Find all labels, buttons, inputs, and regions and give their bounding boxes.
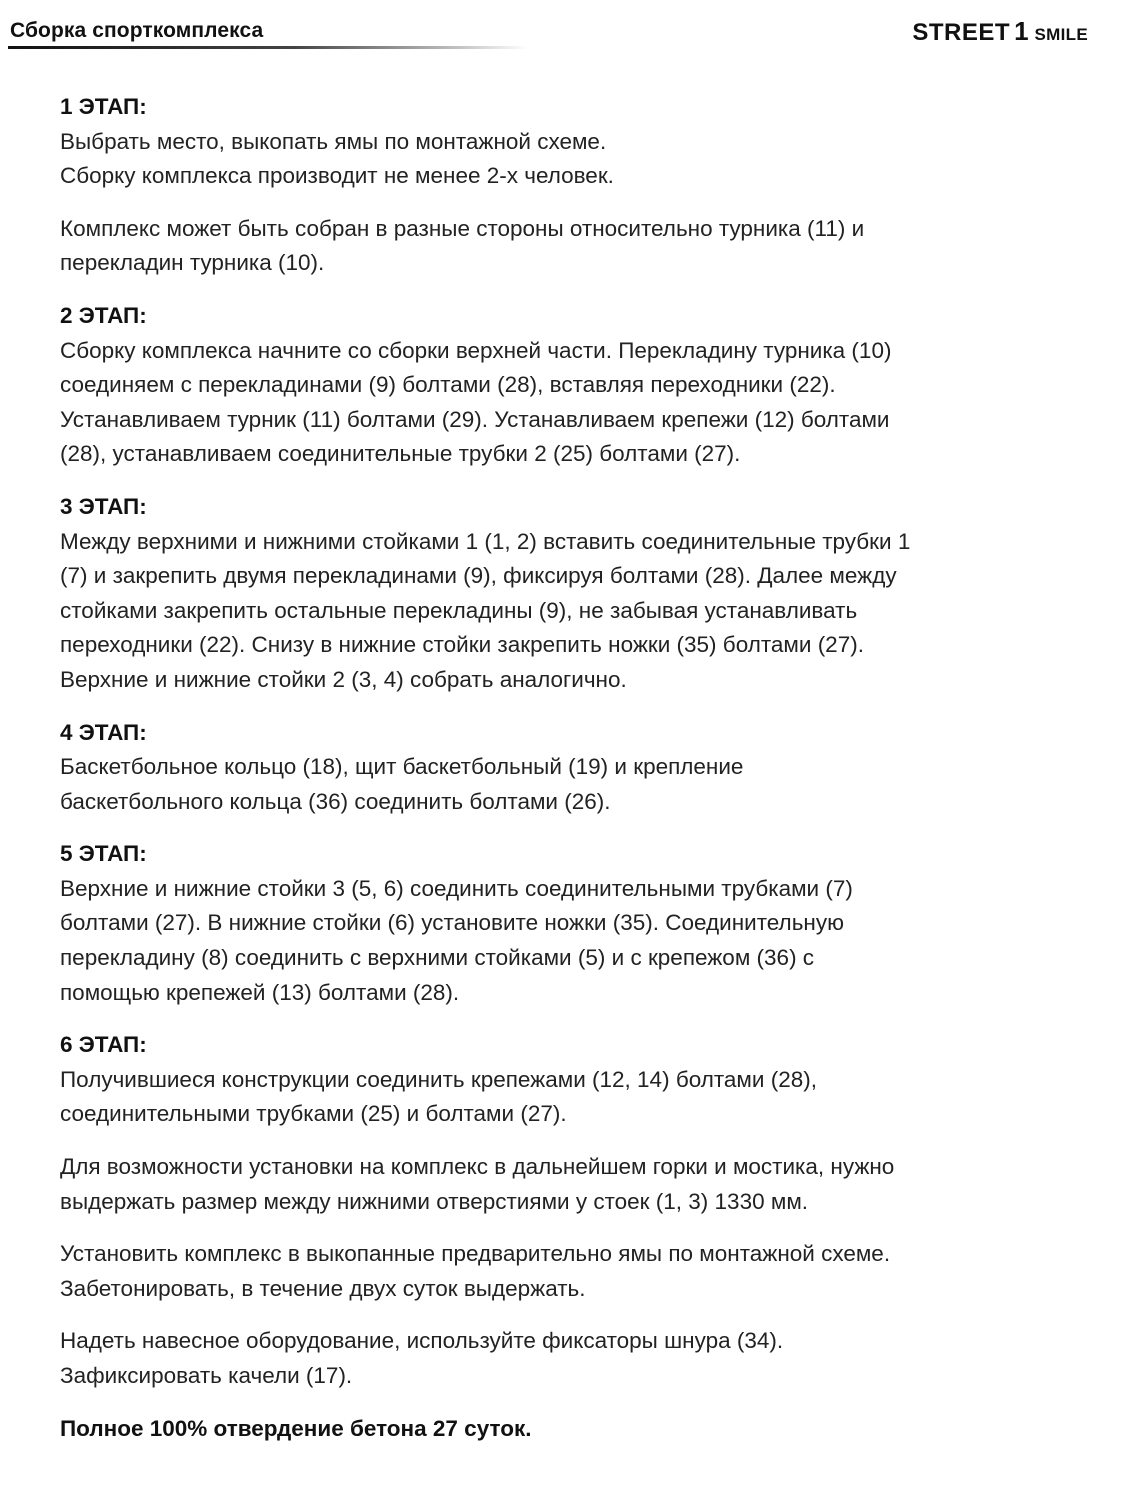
stage-block (60, 299, 1110, 472)
text-line: Для возможности установки на комплекс в дальнейшем горки и мостика, нужно (60, 1154, 895, 1180)
text-line: Верхние и нижние стойки 2 (3, 4) собрать аналогично. (60, 666, 627, 692)
stage-block (60, 837, 1110, 1010)
title-underline (8, 46, 528, 49)
stage-block (60, 90, 1110, 194)
text-line: стойками закрепить остальные перекладины (9), не забывая устанавливать (60, 597, 858, 623)
text-line: Верхние и нижние стойки 3 (5, 6) соединить соединительными трубками (7) (60, 875, 853, 901)
stage-block (60, 1028, 1110, 1132)
text-line: (7) и закрепить двумя перекладинами (9), фиксируя болтами (28). Далее между (60, 563, 897, 589)
note-block (60, 1324, 1110, 1393)
text-line: болтами (27). В нижние стойки (6) установите ножки (35). Соединительную (60, 910, 844, 936)
stage-block (60, 490, 1110, 698)
text-line: (28), устанавливаем соединительные трубки 2 (25) болтами (27). (60, 441, 741, 467)
text-line: Надеть навесное оборудование, используйте фиксаторы шнура (34). (60, 1328, 784, 1354)
stage-heading: 4 ЭТАП: (60, 719, 147, 745)
text-line: перекладин турника (10). (60, 250, 325, 276)
brand-logo (912, 16, 1088, 47)
stage-heading: 6 ЭТАП: (60, 1032, 147, 1058)
stages-list (60, 90, 1110, 1394)
note-block (60, 1150, 1110, 1219)
text-line: Зафиксировать качели (17). (60, 1363, 353, 1388)
text-line: Сборку комплекса производит не менее 2-х человек. (60, 163, 614, 189)
text-line: Между верхними и нижними стойками 1 (1, 2) вставить соединительные трубки 1 (60, 528, 911, 554)
text-line: соединительными трубками (25) и болтами (27). (60, 1101, 567, 1127)
text-line: переходники (22). Снизу в нижние стойки закрепить ножки (35) болтами (27). (60, 632, 864, 658)
text-line: Забетонировать, в течение двух суток выдержать. (60, 1275, 586, 1301)
stage-heading: 2 ЭТАП: (60, 302, 147, 328)
text-line: выдержать размер между нижними отверстиями у стоек (1, 3) 1330 мм. (60, 1188, 809, 1214)
instructions-body (60, 90, 1110, 1464)
text-line: Установить комплекс в выкопанные предварительно ямы по монтажной схеме. (60, 1241, 891, 1267)
text-line: Комплекс может быть собран в разные стороны относительно турника (11) и (60, 215, 865, 241)
note-block (60, 1237, 1110, 1306)
final-note: Полное 100% отвердение бетона 27 суток. (60, 1415, 532, 1441)
text-line: помощью крепежей (13) болтами (28). (60, 979, 460, 1005)
text-line: соединяем с перекладинами (9) болтами (28), вставляя переходники (22). (60, 372, 836, 398)
document-title: Сборка спорткомплекса (10, 19, 264, 42)
text-line: Сборку комплекса начните со сборки верхней части. Перекладину турника (10) (60, 337, 892, 363)
brand-number: 1 (1014, 16, 1029, 46)
stage-block (60, 716, 1110, 820)
text-line: баскетбольного кольца (36) соединить болтами (26). (60, 788, 611, 814)
stage-heading: 1 ЭТАП: (60, 94, 147, 119)
brand-suffix: SMILE (1034, 25, 1088, 44)
text-line: Баскетбольное кольцо (18), щит баскетбольный (19) и крепление (60, 754, 744, 780)
note-block (60, 212, 1110, 281)
text-line: перекладину (8) соединить с верхними стойками (5) и с крепежом (36) с (60, 945, 815, 971)
text-line: Получившиеся конструкции соединить крепежами (12, 14) болтами (28), (60, 1066, 817, 1092)
text-line: Выбрать место, выкопать ямы по монтажной схеме. (60, 128, 607, 154)
page-header (0, 0, 1132, 56)
stage-heading: 3 ЭТАП: (60, 493, 147, 519)
brand-name: STREET (912, 19, 1011, 46)
text-line: Устанавливаем турник (11) болтами (29). Устанавливаем крепежи (12) болтами (60, 406, 890, 432)
stage-heading: 5 ЭТАП: (60, 841, 147, 867)
